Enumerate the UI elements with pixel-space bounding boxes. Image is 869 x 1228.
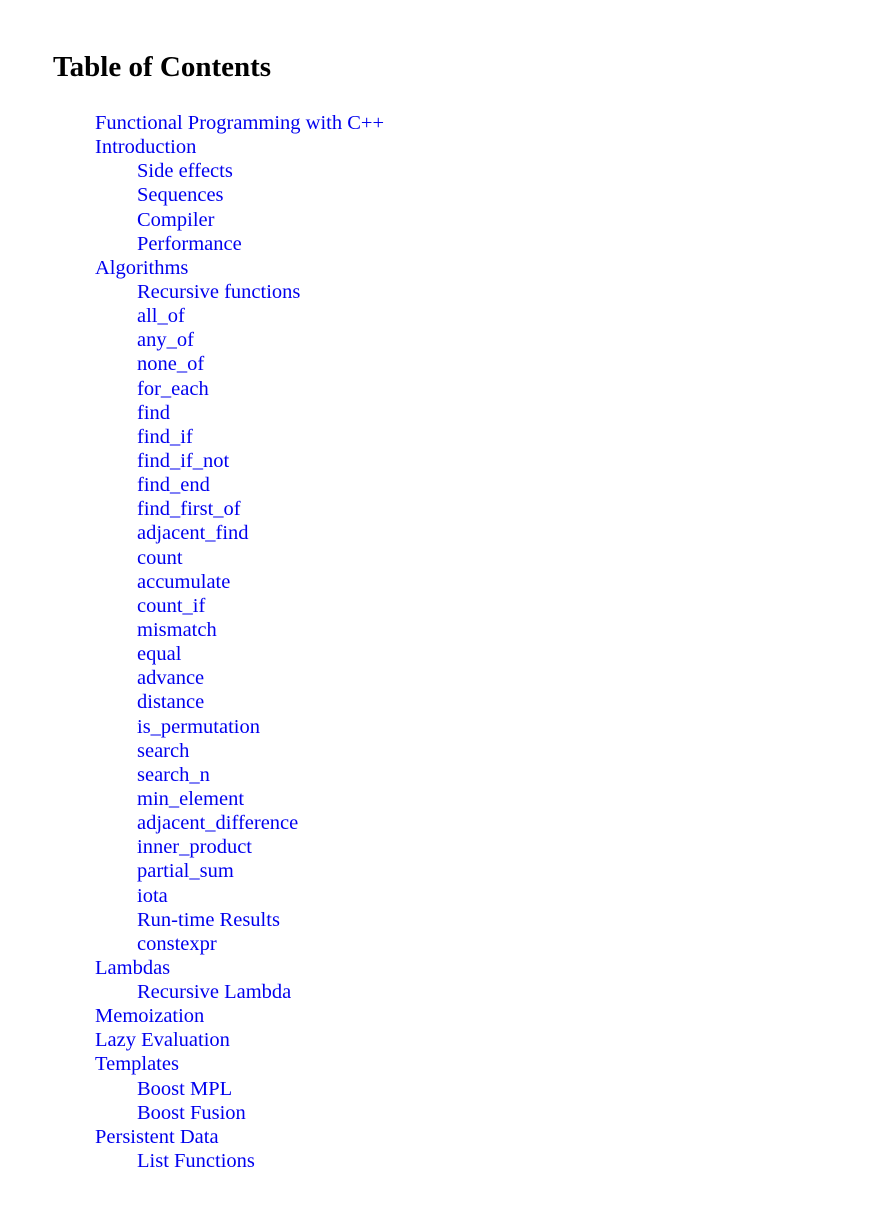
toc-entry <box>95 980 384 1004</box>
toc-link[interactable]: Persistent Data <box>95 1125 219 1148</box>
toc-link[interactable]: count <box>137 546 183 569</box>
toc-entry <box>95 328 384 352</box>
toc-entry <box>95 111 384 135</box>
toc-entry <box>95 739 384 763</box>
toc-entry <box>95 135 384 159</box>
toc-link[interactable]: mismatch <box>137 618 217 641</box>
toc-entry <box>95 183 384 207</box>
toc-link[interactable]: List Functions <box>137 1150 255 1173</box>
toc-entry <box>95 497 384 521</box>
toc-entry <box>95 208 384 232</box>
toc-link[interactable]: Functional Programming with C++ <box>95 112 385 134</box>
toc-link[interactable]: find_end <box>137 474 210 497</box>
toc-entry <box>95 473 384 497</box>
toc-entry <box>95 835 384 859</box>
toc-link[interactable]: Algorithms <box>95 256 189 279</box>
toc-entry <box>95 352 384 376</box>
toc-link[interactable]: accumulate <box>137 570 231 593</box>
toc-entry <box>95 618 384 642</box>
toc-entry <box>95 1004 384 1028</box>
toc-entry <box>95 1028 384 1052</box>
toc-link[interactable]: none_of <box>137 353 205 376</box>
toc-link[interactable]: Introduction <box>95 136 197 159</box>
toc-link[interactable]: constexpr <box>137 932 217 955</box>
toc-entry <box>95 908 384 932</box>
toc-entry <box>95 1101 384 1125</box>
toc-link[interactable]: for_each <box>137 377 209 400</box>
toc-link[interactable]: Lazy Evaluation <box>95 1029 230 1052</box>
toc-entry <box>95 1149 384 1173</box>
toc-link[interactable]: Performance <box>137 232 242 255</box>
toc-entry <box>95 763 384 787</box>
toc-entry <box>95 570 384 594</box>
toc-entry <box>95 932 384 956</box>
toc-link[interactable]: Side effects <box>137 160 233 183</box>
toc-link[interactable]: min_element <box>137 787 245 810</box>
toc-link[interactable]: find_if_not <box>137 449 230 472</box>
toc-entry <box>95 256 384 280</box>
toc-entry <box>95 280 384 304</box>
toc-link[interactable]: search_n <box>137 763 210 786</box>
toc-link[interactable]: distance <box>137 691 205 714</box>
toc-link[interactable]: any_of <box>137 329 194 352</box>
toc-link[interactable]: search <box>137 739 190 762</box>
toc-link[interactable]: find <box>137 401 171 424</box>
toc-link[interactable]: inner_product <box>137 836 252 859</box>
toc-entry <box>95 449 384 473</box>
toc-entry <box>95 690 384 714</box>
toc-link[interactable]: find_if <box>137 425 193 448</box>
toc-entry <box>95 1052 384 1076</box>
toc-link[interactable]: all_of <box>137 305 185 328</box>
toc-link[interactable]: equal <box>137 643 182 666</box>
toc-entry <box>95 956 384 980</box>
toc-link[interactable]: Memoization <box>95 1005 205 1028</box>
toc-entry <box>95 1125 384 1149</box>
toc-entry <box>95 859 384 883</box>
toc-entry <box>95 304 384 328</box>
toc-link[interactable]: find_first_of <box>137 498 241 521</box>
toc-entry <box>95 642 384 666</box>
toc-link[interactable]: Sequences <box>137 184 224 207</box>
toc-entry <box>95 232 384 256</box>
toc-link[interactable]: partial_sum <box>137 860 234 883</box>
toc-link[interactable]: Lambdas <box>95 956 171 979</box>
toc-title: Table of Contents <box>53 51 272 83</box>
toc-entry <box>95 811 384 835</box>
toc-entry <box>95 521 384 545</box>
toc-link[interactable]: Recursive Lambda <box>137 981 292 1004</box>
toc-link[interactable]: Run-time Results <box>137 908 280 931</box>
toc-entry <box>95 401 384 425</box>
toc-entry <box>95 425 384 449</box>
toc-link[interactable]: adjacent_difference <box>137 812 299 835</box>
toc-link[interactable]: Boost Fusion <box>137 1101 246 1124</box>
toc-entry <box>95 546 384 570</box>
toc-link[interactable]: Recursive functions <box>137 280 301 303</box>
toc-entry <box>95 666 384 690</box>
toc-link[interactable]: iota <box>137 884 168 907</box>
toc-link[interactable]: Templates <box>95 1053 179 1076</box>
toc-entry <box>95 1077 384 1101</box>
toc-link[interactable]: Boost MPL <box>137 1077 233 1100</box>
toc-link[interactable]: Compiler <box>137 208 215 231</box>
toc-entry <box>95 787 384 811</box>
toc-link[interactable]: advance <box>137 667 205 690</box>
toc-list <box>95 111 384 1173</box>
toc-entry <box>95 884 384 908</box>
toc-entry <box>95 159 384 183</box>
toc-entry <box>95 377 384 401</box>
toc-link[interactable]: count_if <box>137 594 206 617</box>
toc-link[interactable]: is_permutation <box>137 715 260 738</box>
toc-entry <box>95 715 384 739</box>
toc-entry <box>95 594 384 618</box>
toc-link[interactable]: adjacent_find <box>137 522 249 545</box>
